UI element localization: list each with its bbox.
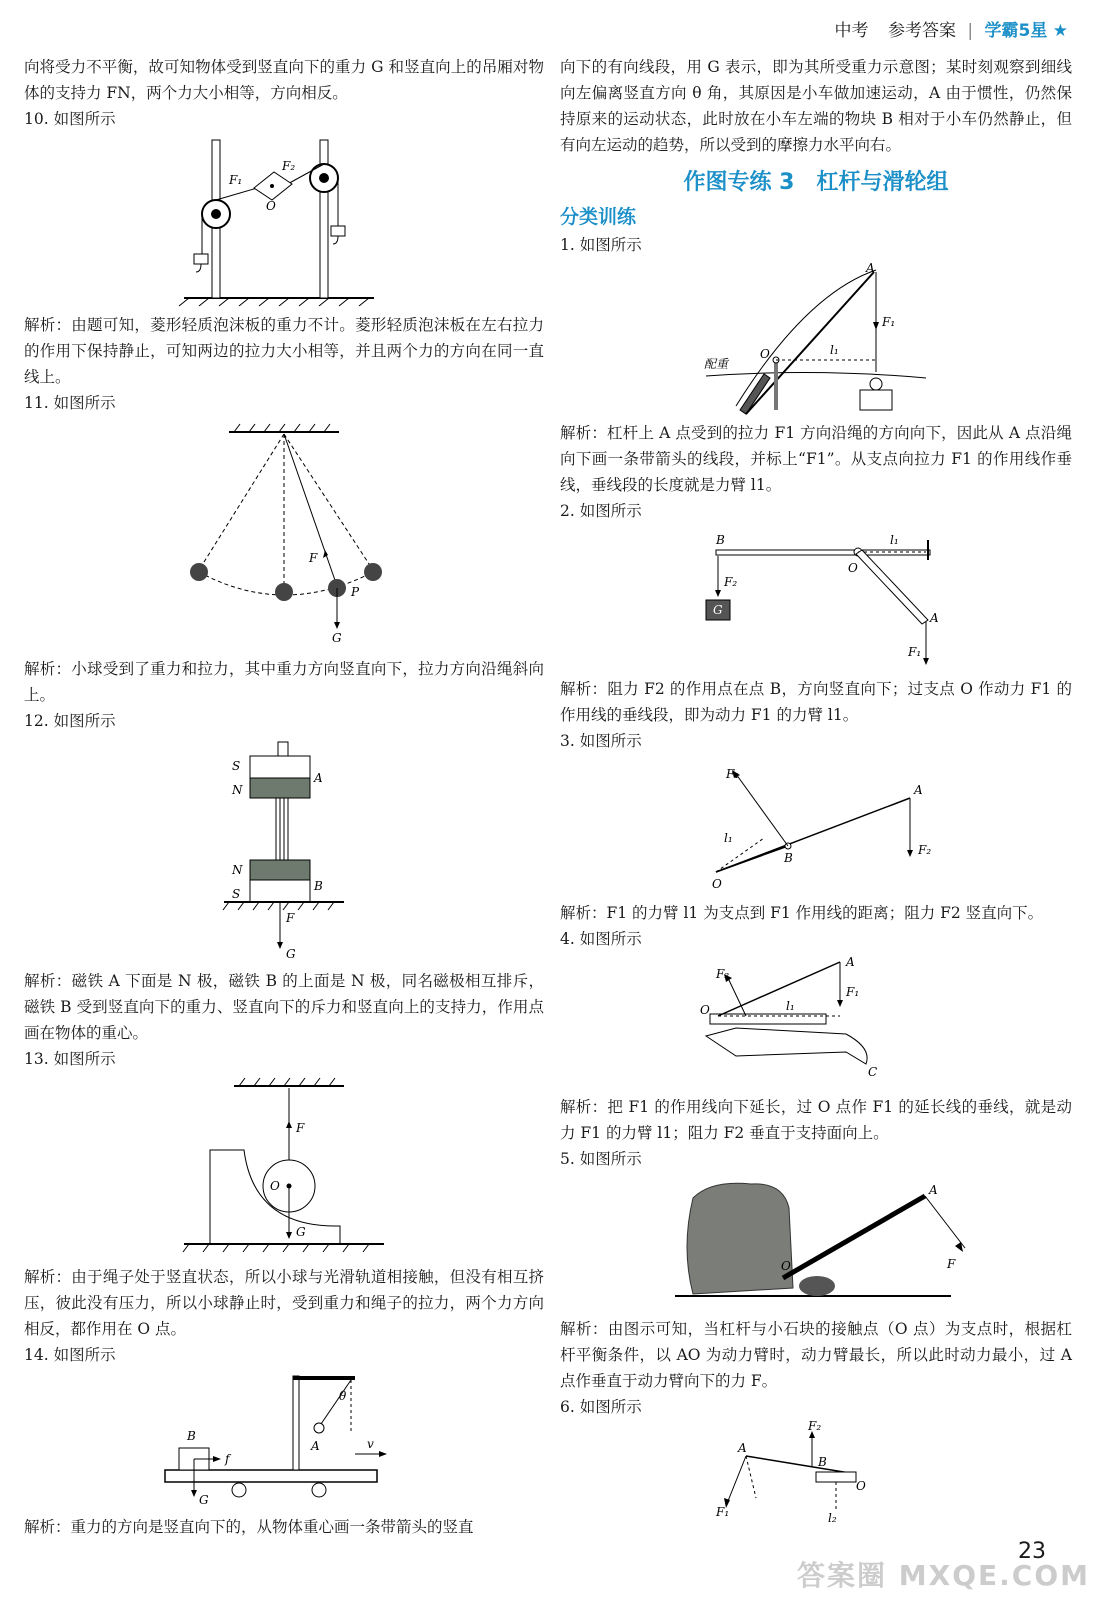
svg-text:F₁: F₁ — [229, 173, 243, 187]
r-q5-analysis: 解析：由图示可知，当杠杆与小石块的接触点（O 点）为支点时，根据杠杆平衡条件，以 AO 为动力臂时，动力臂最长，所以此时动力最小，过 A 点作垂直于动力臂向下的力 F。 — [560, 1320, 1072, 1390]
q11-analysis: 解析：小球受到了重力和拉力，其中重力方向竖直向下，拉力方向沿绳斜向上。 — [24, 660, 544, 704]
r-q4-analysis: 解析：把 F1 的作用线向下延长，过 O 点作 F1 的延长线的垂线，就是动力 F1 的力臂 l1；阻力 F2 垂直于支持面向上。 — [560, 1098, 1072, 1142]
page-number: 23 — [1018, 1539, 1046, 1564]
r-q5-label: 5. 如图所示 — [560, 1150, 642, 1168]
svg-text:F: F — [286, 911, 295, 925]
q12-label: 12. 如图所示 — [24, 712, 116, 730]
svg-text:F₂: F₂ — [282, 159, 296, 173]
svg-text:G: G — [199, 1493, 209, 1507]
r-q1-analysis: 解析：杠杆上 A 点受到的拉力 F1 方向沿绳的方向向下，因此从 A 点沿绳向下画一条带箭头的线段，并标上“F1”。从支点向拉力 F1 的作用线作垂线，垂线段的长度就是力臂 l1。 — [560, 424, 1072, 494]
svg-text:B: B — [716, 533, 725, 547]
svg-text:l₁: l₁ — [724, 831, 733, 845]
star-icon: ★ — [1052, 21, 1068, 41]
q14-label: 14. 如图所示 — [24, 1346, 116, 1364]
r-q1-fig-label: 配重 — [704, 357, 729, 371]
svg-text:B: B — [314, 879, 323, 893]
svg-text:O: O — [270, 1179, 280, 1193]
svg-text:N: N — [232, 863, 243, 877]
section-title: 作图专练 3 杠杆与滑轮组 — [683, 170, 949, 195]
svg-text:l₁: l₁ — [786, 999, 795, 1013]
svg-text:l₁: l₁ — [830, 343, 839, 357]
q13-figure — [174, 1078, 394, 1258]
r-q6-figure — [716, 1419, 916, 1526]
svg-text:S: S — [232, 759, 241, 773]
r-q3-label: 3. 如图所示 — [560, 732, 642, 750]
r-q5-figure — [671, 1178, 961, 1310]
svg-text:θ: θ — [339, 1389, 347, 1403]
svg-text:A: A — [930, 611, 939, 625]
svg-text:O: O — [760, 347, 770, 361]
r-q3-figure — [696, 760, 936, 894]
r-q2-analysis: 解析：阻力 F2 的作用点在点 B，方向竖直向下；过支点 O 作动力 F1 的作用线的垂线段，即为动力 F1 的力臂 l1。 — [560, 680, 1072, 724]
svg-text:l₂: l₂ — [828, 1511, 837, 1525]
q13-label: 13. 如图所示 — [24, 1050, 116, 1068]
svg-text:A: A — [738, 1441, 747, 1455]
svg-text:O: O — [856, 1479, 866, 1493]
svg-text:O: O — [848, 561, 858, 575]
left-column — [24, 54, 544, 1540]
r-q4-label: 4. 如图所示 — [560, 930, 642, 948]
svg-text:f: f — [225, 1452, 230, 1466]
q10-figure — [174, 138, 394, 306]
svg-text:O: O — [712, 877, 722, 891]
q14-figure — [159, 1374, 409, 1508]
svg-text:F₂: F₂ — [724, 575, 738, 589]
svg-text:G: G — [296, 1225, 306, 1239]
sub-title: 分类训练 — [560, 206, 637, 228]
svg-text:F₁: F₁ — [908, 645, 922, 659]
q11-figure — [169, 422, 399, 650]
r-q4-figure — [696, 955, 936, 1088]
page-header: 中考 参考答案 | 学霸5星 ★ — [834, 21, 1068, 41]
right-continuation: 向下的有向线段，用 G 表示，即为其所受重力示意图；某时刻观察到细线向左偏离竖直方向 θ 角，其原因是小车做加速运动，A 由于惯性，仍然保持原来的运动状态，此时放在小车左端的物块 B 相对于小车仍然静止，但有向左运动的趋势，所以受到的摩擦力水平向右。 — [560, 58, 1072, 154]
svg-text:C: C — [868, 1065, 878, 1079]
q14-analysis: 解析：重力的方向是竖直向下的，从物体重心画一条带箭头的竖直 — [24, 1518, 474, 1536]
q10-analysis: 解析：由题可知，菱形轻质泡沫板的重力不计。菱形轻质泡沫板在左右拉力的作用下保持静止，可知两边的拉力大小相等，并且两个力的方向在同一直线上。 — [24, 316, 544, 386]
svg-text:B: B — [784, 851, 793, 865]
svg-text:A: A — [866, 261, 875, 275]
svg-text:O: O — [781, 1259, 791, 1273]
header-brand: 学霸5星 — [984, 21, 1048, 41]
q12-analysis: 解析：磁铁 A 下面是 N 极，磁铁 B 的上面是 N 极，同名磁极相互排斥，磁铁 B 受到竖直向下的重力、竖直向下的斥力和竖直向上的支持力，作用点画在物体的重心。 — [24, 972, 544, 1042]
svg-text:v: v — [367, 1437, 374, 1451]
svg-text:B: B — [818, 1455, 827, 1469]
svg-text:G: G — [332, 631, 342, 645]
svg-text:G: G — [713, 603, 723, 617]
svg-text:F₁: F₁ — [726, 767, 740, 781]
r-q3-analysis: 解析：F1 的力臂 l1 为支点到 F1 作用线的距离；阻力 F2 竖直向下。 — [560, 904, 1044, 922]
watermark: 答案圈 MXQE.COM — [797, 1559, 1090, 1592]
svg-text:O: O — [266, 199, 276, 213]
svg-text:A: A — [311, 1439, 320, 1453]
svg-text:A: A — [846, 955, 855, 969]
svg-text:F₂: F₂ — [716, 967, 730, 981]
q12-figure — [174, 740, 394, 962]
svg-text:A: A — [314, 771, 323, 785]
svg-text:F₁: F₁ — [716, 1505, 730, 1519]
svg-text:B: B — [187, 1429, 196, 1443]
r-q1-label: 1. 如图所示 — [560, 236, 642, 254]
svg-text:N: N — [232, 783, 243, 797]
svg-text:l₁: l₁ — [890, 533, 899, 547]
svg-text:F₂: F₂ — [808, 1419, 822, 1433]
svg-text:F: F — [296, 1121, 305, 1135]
svg-text:F: F — [309, 551, 318, 565]
svg-text:A: A — [914, 783, 923, 797]
header-exam: 中考 — [834, 21, 869, 41]
q11-label: 11. 如图所示 — [24, 394, 116, 412]
svg-text:F₁: F₁ — [882, 315, 896, 329]
svg-text:F₂: F₂ — [918, 843, 932, 857]
r-q6-label: 6. 如图所示 — [560, 1398, 642, 1416]
svg-text:O: O — [700, 1003, 710, 1017]
svg-text:G: G — [286, 947, 296, 961]
svg-text:F: F — [947, 1257, 956, 1271]
q13-analysis: 解析：由于绳子处于竖直状态，所以小球与光滑轨道相接触，但没有相互挤压，彼此没有压力，所以小球静止时，受到重力和绳子的拉力，两个力方向相反，都作用在 O 点。 — [24, 1268, 544, 1338]
svg-text:S: S — [232, 887, 241, 901]
q10-label: 10. 如图所示 — [24, 110, 116, 128]
intro-text: 向将受力不平衡，故可知物体受到竖直向下的重力 G 和竖直向上的吊厢对物体的支持力 FN，两个力大小相等，方向相反。 — [24, 58, 544, 102]
svg-text:P: P — [351, 585, 360, 599]
r-q2-figure — [696, 530, 939, 670]
r-q2-label: 2. 如图所示 — [560, 502, 642, 520]
r-q1-figure — [696, 261, 936, 414]
header-section: 参考答案 — [887, 21, 956, 41]
svg-text:F₁: F₁ — [846, 985, 860, 999]
svg-text:A: A — [929, 1183, 938, 1197]
right-column — [560, 54, 1072, 1532]
